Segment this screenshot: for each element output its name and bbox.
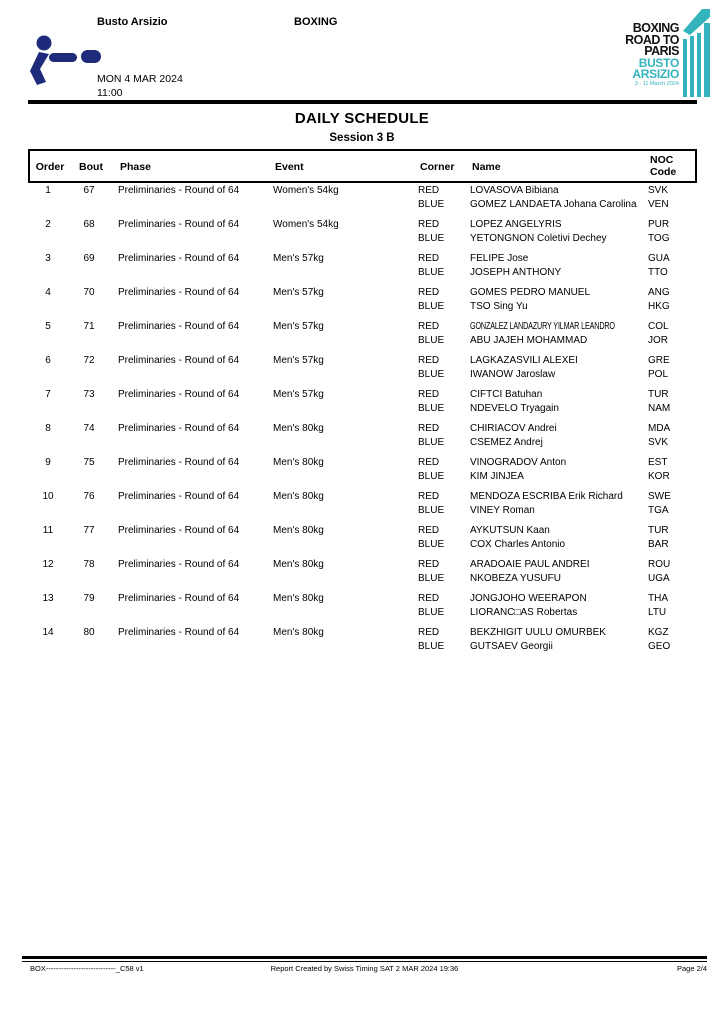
blue-athlete-name: JOSEPH ANTHONY [470,267,562,278]
order-cell: 11 [42,525,54,536]
blue-noc-code: BAR [648,539,669,550]
event-cell: Men's 57kg [273,355,324,366]
schedule-row [28,286,697,314]
footer-rule-thick [22,956,707,959]
red-athlete-name: GOMES PEDRO MANUEL [470,287,591,298]
phase-cell: Preliminaries - Round of 64 [118,525,240,536]
red-noc-code: SWE [648,491,671,502]
corner-red-label: RED [418,525,440,536]
red-noc-code: GRE [648,355,670,366]
order-cell: 9 [45,457,51,468]
corner-blue-label: BLUE [418,369,445,380]
corner-red-label: RED [418,253,440,264]
order-cell: 1 [45,185,51,196]
schedule-row [28,184,697,212]
event-cell: Men's 80kg [273,559,324,570]
order-cell: 8 [45,423,51,434]
col-header-event: Event [275,160,304,173]
footer-page-number: Page 2/4 [676,964,707,973]
schedule-row [28,252,697,280]
corner-red-label: RED [418,185,440,196]
red-athlete-name: BEKZHIGIT UULU OMURBEK [470,627,606,638]
sport-label: BOXING [294,16,338,28]
corner-blue-label: BLUE [418,335,445,346]
order-cell: 4 [45,287,51,298]
logo-line: BOXING [632,21,679,35]
event-cell: Women's 54kg [273,219,339,230]
red-athlete-name: CIFTCI Batuhan [470,389,543,400]
blue-athlete-name: LIORANC□AS Robertas [470,607,578,618]
bout-cell: 70 [83,287,95,298]
schedule-row [28,626,697,654]
blue-noc-code: HKG [648,301,670,312]
phase-cell: Preliminaries - Round of 64 [118,321,240,332]
red-athlete-name: GONZALEZ LANDAZURY YILMAR LEANDRO [470,321,615,332]
phase-cell: Preliminaries - Round of 64 [118,593,240,604]
corner-red-label: RED [418,389,440,400]
red-noc-code: EST [648,457,668,468]
session-datetime [97,72,183,100]
corner-blue-label: BLUE [418,403,445,414]
event-cell: Men's 80kg [273,457,324,468]
bout-cell: 67 [83,185,95,196]
blue-noc-code: TGA [648,505,669,516]
corner-blue-label: BLUE [418,607,445,618]
red-noc-code: SVK [648,185,669,196]
schedule-table-body [28,184,697,660]
table-header [28,149,697,183]
bout-cell: 73 [83,389,95,400]
session-time: 11:00 [97,87,123,99]
order-cell: 7 [45,389,51,400]
red-athlete-name: ARADOAIE PAUL ANDREI [470,559,590,570]
session-date: MON 4 MAR 2024 [97,73,183,85]
schedule-row [28,388,697,416]
red-noc-code: ANG [648,287,670,298]
phase-cell: Preliminaries - Round of 64 [118,355,240,366]
order-cell: 2 [45,219,51,230]
col-header-noc-line2: Code [650,165,677,178]
header-rule [28,100,697,104]
event-cell: Men's 57kg [273,287,324,298]
red-noc-code: COL [648,321,669,332]
blue-athlete-name: IWANOW Jaroslaw [470,369,556,380]
red-noc-code: THA [648,593,668,604]
bout-cell: 68 [83,219,95,230]
event-cell: Men's 57kg [273,321,324,332]
phase-cell: Preliminaries - Round of 64 [118,457,240,468]
phase-cell: Preliminaries - Round of 64 [118,491,240,502]
corner-blue-label: BLUE [418,573,445,584]
blue-noc-code: JOR [648,335,668,346]
logo-line: ARSIZIO [632,66,679,81]
bout-cell: 79 [83,593,95,604]
schedule-row [28,558,697,586]
corner-red-label: RED [418,321,440,332]
schedule-row [28,218,697,246]
col-header-noc [644,155,699,178]
bout-cell: 71 [83,321,95,332]
event-cell: Men's 80kg [273,491,324,502]
blue-noc-code: POL [648,369,669,380]
phase-cell: Preliminaries - Round of 64 [118,185,240,196]
bout-cell: 75 [83,457,95,468]
corner-red-label: RED [418,559,440,570]
event-logo [598,9,710,101]
logo-line: ROAD TO [625,32,679,47]
order-cell: 12 [42,559,54,570]
schedule-row [28,456,697,484]
venue-label: Busto Arsizio [97,16,168,28]
schedule-row [28,422,697,450]
order-cell: 6 [45,355,51,366]
schedule-row [28,490,697,518]
red-athlete-name: LAGKAZASVILI ALEXEI [470,355,578,366]
blue-athlete-name: VINEY Roman [470,505,535,516]
corner-blue-label: BLUE [418,437,445,448]
event-cell: Men's 80kg [273,423,324,434]
phase-cell: Preliminaries - Round of 64 [118,423,240,434]
footer-rule-thin [22,961,707,962]
col-header-name: Name [472,160,501,173]
event-logo-text [625,9,679,101]
blue-noc-code: VEN [648,199,669,210]
corner-blue-label: BLUE [418,471,445,482]
red-noc-code: GUA [648,253,670,264]
blue-noc-code: TOG [648,233,670,244]
blue-athlete-name: NDEVELO Tryagain [470,403,559,414]
red-athlete-name: LOVASOVA Bibiana [470,185,559,196]
corner-red-label: RED [418,355,440,366]
blue-athlete-name: COX Charles Antonio [470,539,566,550]
red-athlete-name: MENDOZA ESCRIBA Erik Richard [470,491,623,502]
red-noc-code: MDA [648,423,671,434]
phase-cell: Preliminaries - Round of 64 [118,219,240,230]
corner-red-label: RED [418,219,440,230]
logo-line: PARIS [644,44,679,58]
phase-cell: Preliminaries - Round of 64 [118,287,240,298]
bout-cell: 77 [83,525,95,536]
corner-red-label: RED [418,287,440,298]
phase-cell: Preliminaries - Round of 64 [118,389,240,400]
bout-cell: 76 [83,491,95,502]
corner-red-label: RED [418,593,440,604]
col-header-corner: Corner [420,160,455,173]
blue-athlete-name: GOMEZ LANDAETA Johana Carolina [470,199,637,210]
order-cell: 5 [45,321,51,332]
blue-athlete-name: KIM JINJEA [470,471,524,482]
bout-cell: 78 [83,559,95,570]
col-header-order: Order [35,160,65,173]
order-cell: 13 [42,593,54,604]
red-noc-code: ROU [648,559,671,570]
corner-red-label: RED [418,627,440,638]
corner-blue-label: BLUE [418,505,445,516]
phase-cell: Preliminaries - Round of 64 [118,627,240,638]
red-athlete-name: JONGJOHO WEERAPON [470,593,587,604]
blue-noc-code: GEO [648,641,671,652]
schedule-row [28,354,697,382]
event-cell: Men's 80kg [273,593,324,604]
red-noc-code: PUR [648,219,670,230]
blue-athlete-name: NKOBEZA YUSUFU [470,573,561,584]
red-athlete-name: VINOGRADOV Anton [470,457,567,468]
phase-cell: Preliminaries - Round of 64 [118,253,240,264]
footer-created-by: Report Created by Swiss Timing SAT 2 MAR 2024 19:36 [270,964,459,973]
red-noc-code: TUR [648,389,669,400]
event-cell: Men's 80kg [273,525,324,536]
corner-blue-label: BLUE [418,233,445,244]
blue-noc-code: TTO [648,267,668,278]
corner-red-label: RED [418,491,440,502]
blue-noc-code: LTU [648,607,667,618]
red-athlete-name: LOPEZ ANGELYRIS [470,219,562,230]
corner-blue-label: BLUE [418,199,445,210]
col-header-noc-line1: NOC [650,154,674,166]
session-subtitle: Session 3 B [329,132,395,144]
corner-red-label: RED [418,457,440,468]
bout-cell: 69 [83,253,95,264]
corner-blue-label: BLUE [418,539,445,550]
blue-noc-code: KOR [648,471,670,482]
phase-cell: Preliminaries - Round of 64 [118,559,240,570]
bout-cell: 80 [83,627,95,638]
order-cell: 3 [45,253,51,264]
page-title: DAILY SCHEDULE [294,110,430,127]
footer [22,964,707,976]
red-athlete-name: FELIPE Jose [470,253,529,264]
event-cell: Men's 57kg [273,253,324,264]
corner-red-label: RED [418,423,440,434]
bout-cell: 74 [83,423,95,434]
order-cell: 14 [42,627,54,638]
corner-blue-label: BLUE [418,301,445,312]
red-athlete-name: CHIRIACOV Andrei [470,423,557,434]
footer-report-code: BOX----------------------------_C58 v1 [30,964,144,973]
red-noc-code: KGZ [648,627,669,638]
blue-noc-code: SVK [648,437,669,448]
corner-blue-label: BLUE [418,267,445,278]
col-header-bout: Bout [79,160,103,173]
schedule-row [28,320,697,348]
event-cell: Men's 80kg [273,627,324,638]
blue-athlete-name: ABU JAJEH MOHAMMAD [470,335,588,346]
blue-athlete-name: CSEMEZ Andrej [470,437,543,448]
event-cell: Men's 57kg [273,389,324,400]
blue-athlete-name: TSO Sing Yu [470,301,528,312]
event-cell: Women's 54kg [273,185,339,196]
schedule-row [28,524,697,552]
logo-date-range: 3 - 11 March 2024 [634,80,679,87]
col-header-phase: Phase [120,160,151,173]
boxing-pictogram-icon [16,33,108,89]
blue-noc-code: NAM [648,403,671,414]
red-athlete-name: AYKUTSUN Kaan [470,525,550,536]
schedule-row [28,592,697,620]
logo-stripes-icon [683,9,710,99]
red-noc-code: TUR [648,525,669,536]
bout-cell: 72 [83,355,95,366]
corner-blue-label: BLUE [418,641,445,652]
blue-noc-code: UGA [648,573,670,584]
order-cell: 10 [42,491,54,502]
blue-athlete-name: GUTSAEV Georgii [470,641,553,652]
logo-line: BUSTO [638,55,679,70]
blue-athlete-name: YETONGNON Coletivi Dechey [470,233,607,244]
